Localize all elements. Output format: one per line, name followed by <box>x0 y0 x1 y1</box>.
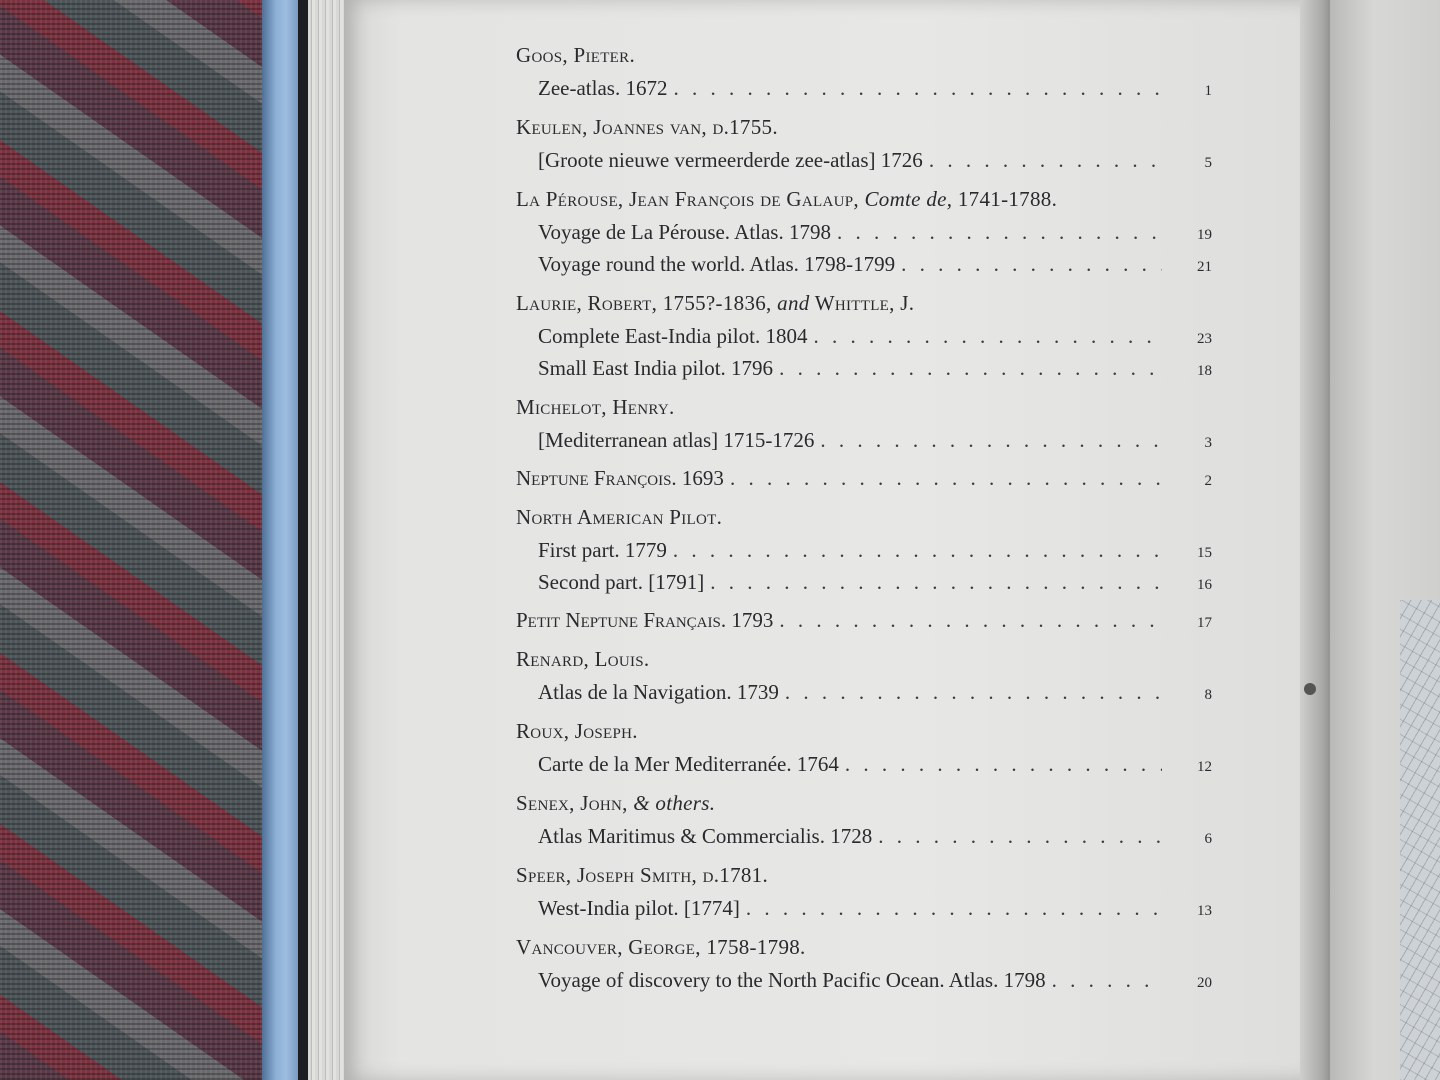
dot-leader <box>730 462 1162 494</box>
index-entry <box>516 604 1216 642</box>
dot-leader <box>878 820 1162 852</box>
index-title-line <box>516 72 1216 104</box>
index-entry <box>516 500 1216 604</box>
index-title: Atlas Maritimus & Commercialis. 1728 <box>538 824 873 848</box>
index-title: Petit Neptune Français. 1793 <box>516 608 774 632</box>
dot-leader <box>837 216 1162 248</box>
page-number: 3 <box>1204 435 1212 451</box>
index-title-line <box>516 534 1216 566</box>
index-author: North American Pilot. <box>516 505 723 529</box>
index-author <box>516 182 1216 216</box>
index-title: Small East India pilot. 1796 <box>538 356 774 380</box>
index-title-line <box>516 216 1216 248</box>
page-number: 13 <box>1197 903 1212 919</box>
author-name: La Pérouse, Jean François de Galaup, <box>516 187 865 211</box>
index-entry <box>516 110 1216 182</box>
index-title: Zee-atlas. 1672 <box>538 76 668 100</box>
page-number: 15 <box>1197 545 1212 561</box>
author-italic-qualifier: & others. <box>633 791 716 815</box>
dot-leader <box>901 248 1162 280</box>
dot-leader <box>710 566 1162 598</box>
dot-leader <box>785 676 1162 708</box>
page-number: 18 <box>1197 363 1212 379</box>
page-number: 17 <box>1197 615 1212 631</box>
index-title-line <box>516 320 1216 352</box>
index-title-line <box>516 892 1216 924</box>
author-italic-qualifier: and <box>777 291 810 315</box>
index-title: Voyage de La Pérouse. Atlas. 1798 <box>538 220 831 244</box>
dot-leader <box>673 534 1162 566</box>
page-number: 2 <box>1204 473 1212 489</box>
index-title: Atlas de la Navigation. 1739 <box>538 680 779 704</box>
index-title: Voyage round the world. Atlas. 1798-1799 <box>538 252 896 276</box>
book-gutter <box>1300 0 1332 1080</box>
index-entry <box>516 642 1216 714</box>
index-entry <box>516 182 1216 286</box>
page-number: 20 <box>1197 975 1212 991</box>
index-author: Vancouver, George, 1758-1798. <box>516 935 806 959</box>
page-number: 6 <box>1204 831 1212 847</box>
index-entry <box>516 390 1216 462</box>
page-number: 8 <box>1204 687 1212 703</box>
index-title: Neptune François. 1693 <box>516 466 724 490</box>
entry-spacer <box>516 996 1216 1002</box>
page-number: 5 <box>1204 155 1212 171</box>
index-title: Carte de la Mer Mediterranée. 1764 <box>538 752 839 776</box>
author-suffix: Whittle, J. <box>809 291 915 315</box>
page-number: 1 <box>1204 83 1212 99</box>
page-number: 19 <box>1197 227 1212 243</box>
dot-leader <box>746 892 1162 924</box>
index-title: West-India pilot. [1774] <box>538 896 740 920</box>
page-number: 21 <box>1197 259 1212 275</box>
index-title-line <box>516 248 1216 280</box>
index-entry <box>516 714 1216 786</box>
index-author: Roux, Joseph. <box>516 719 638 743</box>
dot-leader <box>813 320 1162 352</box>
index-title-line <box>516 566 1216 598</box>
index-title-line <box>516 424 1216 456</box>
index-entry <box>516 930 1216 1002</box>
dot-leader <box>820 424 1162 456</box>
woven-fabric-background <box>0 0 300 1080</box>
index-author: Michelot, Henry. <box>516 395 675 419</box>
index-title-line <box>516 748 1216 780</box>
author-suffix: 1741-1788. <box>952 187 1058 211</box>
dot-leader <box>779 352 1162 384</box>
dot-leader <box>929 144 1162 176</box>
index-title: [Groote nieuwe vermeerderde zee-atlas] 1726 <box>538 148 923 172</box>
page-edges <box>308 0 348 1080</box>
index-author: Keulen, Joannes van, d.1755. <box>516 115 778 139</box>
index-title: Complete East-India pilot. 1804 <box>538 324 808 348</box>
index-title: Voyage of discovery to the North Pacific Ocean. Atlas. 1798 <box>538 968 1046 992</box>
index-entry <box>516 38 1216 110</box>
index-title-line <box>516 676 1216 708</box>
index-entry <box>516 858 1216 930</box>
index-author: Speer, Joseph Smith, d.1781. <box>516 863 769 887</box>
author-name: Laurie, Robert, 1755?-1836, <box>516 291 778 315</box>
atlas-index-list <box>516 38 1216 1002</box>
index-title: [Mediterranean atlas] 1715-1726 <box>538 428 815 452</box>
dot-leader <box>1052 964 1162 996</box>
binding-pin <box>1304 683 1316 695</box>
dot-leader <box>845 748 1162 780</box>
index-author <box>516 286 1216 320</box>
index-title: Second part. [1791] <box>538 570 705 594</box>
index-entry <box>516 286 1216 390</box>
index-author <box>516 786 1216 820</box>
dot-leader <box>779 604 1162 636</box>
index-heading-line <box>516 604 1216 636</box>
page-number: 12 <box>1197 759 1212 775</box>
page-number: 23 <box>1197 331 1212 347</box>
blue-book-cover-edge <box>262 0 302 1080</box>
index-author: Goos, Pieter. <box>516 43 635 67</box>
author-italic-qualifier: Comte de, <box>864 187 953 211</box>
page-number: 16 <box>1197 577 1212 593</box>
index-title-line <box>516 964 1216 996</box>
index-entry <box>516 462 1216 500</box>
index-title-line <box>516 352 1216 384</box>
index-title: First part. 1779 <box>538 538 667 562</box>
index-title-line <box>516 820 1216 852</box>
index-heading-line <box>516 462 1216 494</box>
index-author: Renard, Louis. <box>516 647 650 671</box>
index-entry <box>516 786 1216 858</box>
author-name: Senex, John, <box>516 791 634 815</box>
dot-leader <box>673 72 1162 104</box>
facing-page-map-fragment <box>1400 600 1440 1080</box>
index-title-line <box>516 144 1216 176</box>
